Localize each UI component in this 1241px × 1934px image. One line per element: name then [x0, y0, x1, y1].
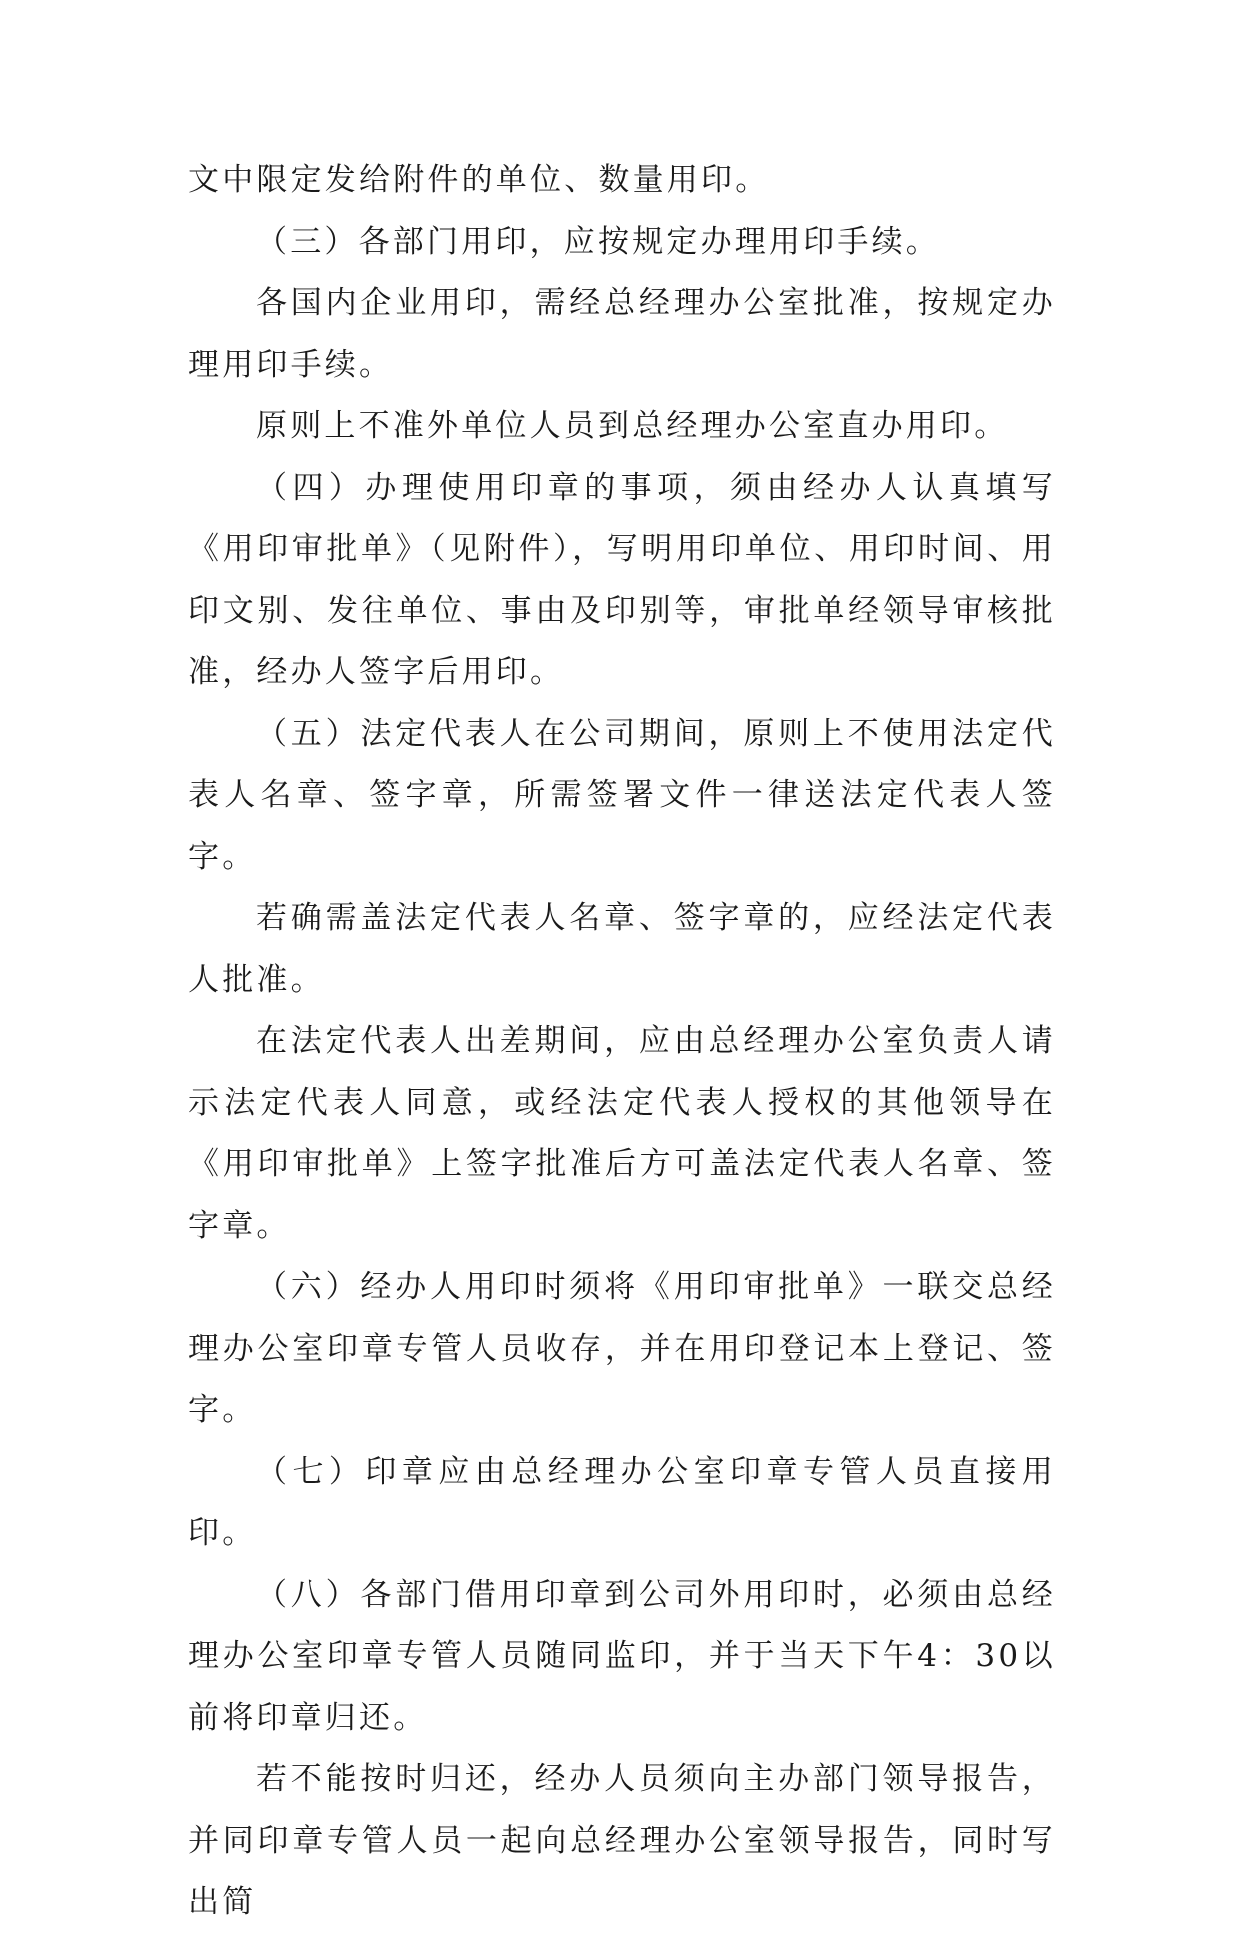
- document-page: [188, 150, 1056, 1934]
- paragraph-item-3: （三）各部门用印，应按规定办理用印手续。: [256, 223, 940, 260]
- paragraph-item-8: （八）各部门借用印章到公司外用印时，必须由总经理办公室印章专管人员随同监印，并于当天下午4：30以前将印章归还。: [188, 1576, 1056, 1736]
- paragraph-continued: 文中限定发给附件的单位、数量用印。: [188, 162, 770, 198]
- paragraph-domestic-enterprises: 各国内企业用印，需经总经理办公室批准，按规定办理用印手续。: [188, 285, 1056, 383]
- paragraph-late-return: 若不能按时归还，经办人员须向主办部门领导报告，并同印章专管人员一起向总经理办公室领导报告，同时写出简: [188, 1761, 1056, 1920]
- paragraph-item-7: （七）印章应由总经理办公室印章专管人员直接用印。: [188, 1453, 1056, 1551]
- paragraph-item-6: （六）经办人用印时须将《用印审批单》一联交总经理办公室印章专管人员收存，并在用印登记本上登记、签字。: [188, 1269, 1056, 1428]
- paragraph-item-5: （五）法定代表人在公司期间，原则上不使用法定代表人名章、签字章，所需签署文件一律送法定代表人签字。: [188, 715, 1056, 875]
- paragraph-item-4: （四）办理使用印章的事项，须由经办人认真填写《用印审批单》（见附件），写明用印单位、用印时间、用印文别、发往单位、事由及印别等，审批单经领导审核批准，经办人签字后用印。: [188, 469, 1056, 690]
- paragraph-legal-rep-approval: 若确需盖法定代表人名章、签字章的，应经法定代表人批准。: [188, 900, 1056, 998]
- paragraph-legal-rep-travel: 在法定代表人出差期间，应由总经理办公室负责人请示法定代表人同意，或经法定代表人授权的其他领导在《用印审批单》上签字批准后方可盖法定代表人名章、签字章。: [188, 1023, 1056, 1244]
- paragraph-external-units: 原则上不准外单位人员到总经理办公室直办用印。: [256, 408, 1009, 444]
